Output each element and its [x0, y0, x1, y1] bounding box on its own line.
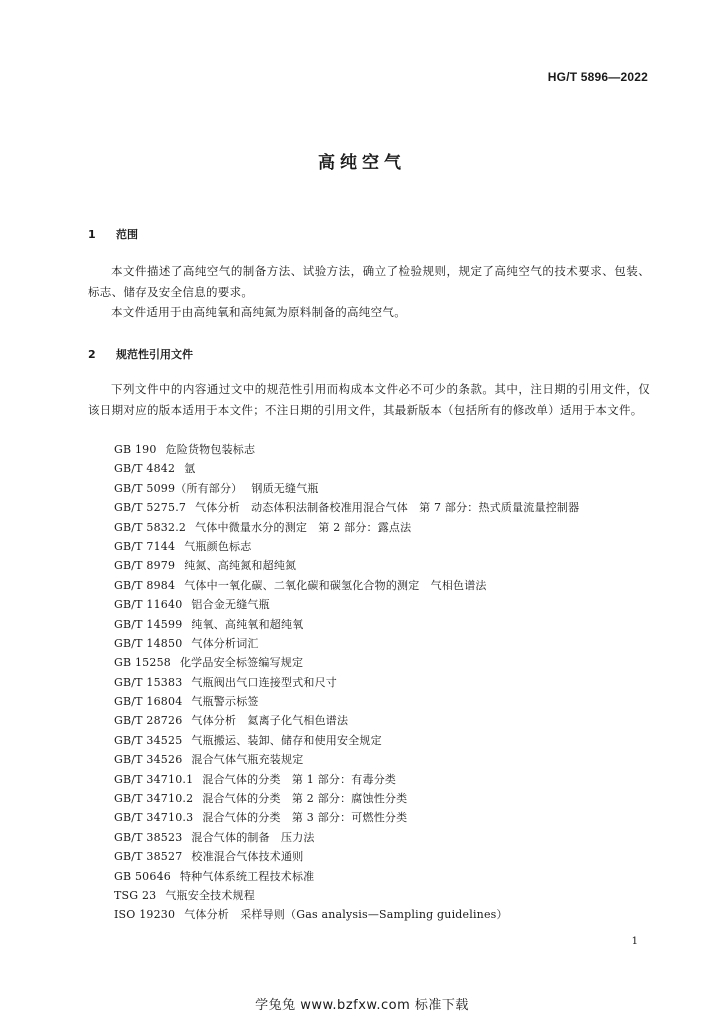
reference-code: GB/T 16804 [114, 695, 183, 709]
reference-code: GB/T 28726 [114, 714, 183, 728]
reference-item [114, 711, 579, 730]
reference-title: 混合气体的分类 第 1 部分：有毒分类 [202, 772, 397, 786]
reference-item [114, 692, 579, 711]
reference-title: 铝合金无缝气瓶 [191, 598, 270, 612]
reference-item [114, 498, 579, 517]
reference-item [114, 808, 579, 827]
reference-title: 钢质无缝气瓶 [251, 481, 319, 495]
reference-item [114, 479, 579, 498]
scope-paragraph-1: 本文件描述了高纯空气的制备方法、试验方法，确立了检验规则，规定了高纯空气的技术要求、包装、标志、储存及安全信息的要求。 [88, 264, 650, 299]
reference-code: GB/T 14850 [114, 636, 183, 650]
reference-title: 气瓶警示标签 [191, 695, 259, 709]
reference-item [114, 440, 579, 459]
reference-code: GB/T 34526 [114, 753, 183, 767]
reference-code: GB/T 38527 [114, 850, 183, 864]
reference-item [114, 576, 579, 595]
reference-code: TSG 23 [114, 888, 157, 902]
reference-title: 气瓶阀出气口连接型式和尺寸 [191, 675, 338, 689]
reference-title: 气体中一氧化碳、二氧化碳和碳氢化合物的测定 气相色谱法 [184, 578, 487, 592]
section-number: 1 [88, 228, 96, 241]
reference-item [114, 867, 579, 886]
reference-code: GB/T 34710.1 [114, 772, 194, 786]
reference-code: GB 15258 [114, 656, 171, 670]
reference-item [114, 828, 579, 847]
references-intro-paragraph: 下列文件中的内容通过文中的规范性引用而构成本文件必不可少的条款。其中，注日期的引用文件，仅该日期对应的版本适用于本文件；不注日期的引用文件，其最新版本（包括所有的修改单）适用于本文件。 [88, 382, 650, 417]
reference-item [114, 905, 579, 924]
reference-code: GB/T 34525 [114, 733, 183, 747]
reference-item [114, 615, 579, 634]
reference-item [114, 653, 579, 672]
reference-title: 特种气体系统工程技术标准 [179, 869, 315, 883]
watermark-footer: 学兔兔 www.bzfxw.com 标准下载 [255, 998, 469, 1013]
reference-item [114, 750, 579, 769]
reference-item [114, 886, 579, 905]
reference-item [114, 770, 579, 789]
reference-code: GB/T 38523 [114, 830, 183, 844]
reference-code: GB/T 34710.2 [114, 792, 194, 806]
section-title: 规范性引用文件 [116, 348, 193, 361]
section-heading-scope [88, 226, 138, 242]
reference-code: ISO 19230 [114, 908, 176, 922]
reference-title: 气瓶安全技术规程 [165, 888, 255, 902]
scope-paragraph-2: 本文件适用于由高纯氧和高纯氮为原料制备的高纯空气。 [111, 305, 406, 319]
reference-title: 气瓶搬运、装卸、储存和使用安全规定 [191, 733, 382, 747]
reference-item [114, 847, 579, 866]
section-number: 2 [88, 348, 96, 361]
reference-title: 危险货物包装标志 [165, 443, 256, 456]
section-heading-normative-references [88, 346, 193, 362]
reference-code: GB/T 15383 [114, 675, 183, 689]
reference-item [114, 459, 579, 478]
reference-item [114, 731, 579, 750]
reference-title: 纯氮、高纯氮和超纯氮 [184, 559, 297, 573]
section-title: 范围 [116, 228, 138, 241]
reference-title: 气体分析词汇 [191, 636, 259, 650]
reference-code: GB/T 14599 [114, 617, 183, 631]
page-number: 1 [631, 936, 638, 947]
reference-title: 校准混合气体技术通则 [191, 850, 304, 864]
standard-code: HG/T 5896—2022 [547, 70, 648, 84]
reference-item [114, 537, 579, 556]
reference-title: 氩 [184, 462, 196, 476]
reference-code: GB/T 4842 [114, 462, 176, 476]
reference-code: GB/T 7144 [114, 539, 176, 553]
reference-code: GB/T 5832.2 [114, 520, 187, 534]
reference-item [114, 556, 579, 575]
reference-code: GB/T 8979 [114, 559, 176, 573]
reference-code: GB 50646 [114, 869, 171, 883]
reference-title: 纯氧、高纯氧和超纯氧 [191, 617, 304, 631]
reference-code: GB 190 [114, 443, 157, 456]
reference-code: GB/T 8984 [114, 578, 176, 592]
reference-code: GB/T 5099（所有部分） [114, 481, 243, 495]
reference-list [114, 440, 579, 925]
reference-item [114, 789, 579, 808]
reference-title: 气体中微量水分的测定 第 2 部分：露点法 [195, 520, 412, 534]
reference-code: GB/T 34710.3 [114, 811, 194, 825]
reference-code: GB/T 5275.7 [114, 501, 187, 515]
reference-title: 气瓶颜色标志 [184, 539, 252, 553]
reference-title: 混合气体的制备 压力法 [191, 830, 315, 844]
reference-title: 混合气体气瓶充装规定 [191, 753, 304, 767]
reference-title: 气体分析 动态体积法制备校准用混合气体 第 7 部分：热式质量流量控制器 [195, 501, 580, 515]
reference-item [114, 518, 579, 537]
reference-item [114, 634, 579, 653]
document-title: 高纯空气 [318, 153, 406, 173]
reference-title: 化学品安全标签编写规定 [179, 656, 304, 670]
reference-title: 气体分析 氦离子化气相色谱法 [191, 714, 349, 728]
reference-title: 气体分析 采样导则（Gas analysis—Sampling guidelines） [184, 908, 508, 922]
reference-item [114, 673, 579, 692]
reference-title: 混合气体的分类 第 3 部分：可燃性分类 [202, 811, 408, 825]
reference-item [114, 595, 579, 614]
reference-title: 混合气体的分类 第 2 部分：腐蚀性分类 [202, 792, 408, 806]
reference-code: GB/T 11640 [114, 598, 183, 612]
